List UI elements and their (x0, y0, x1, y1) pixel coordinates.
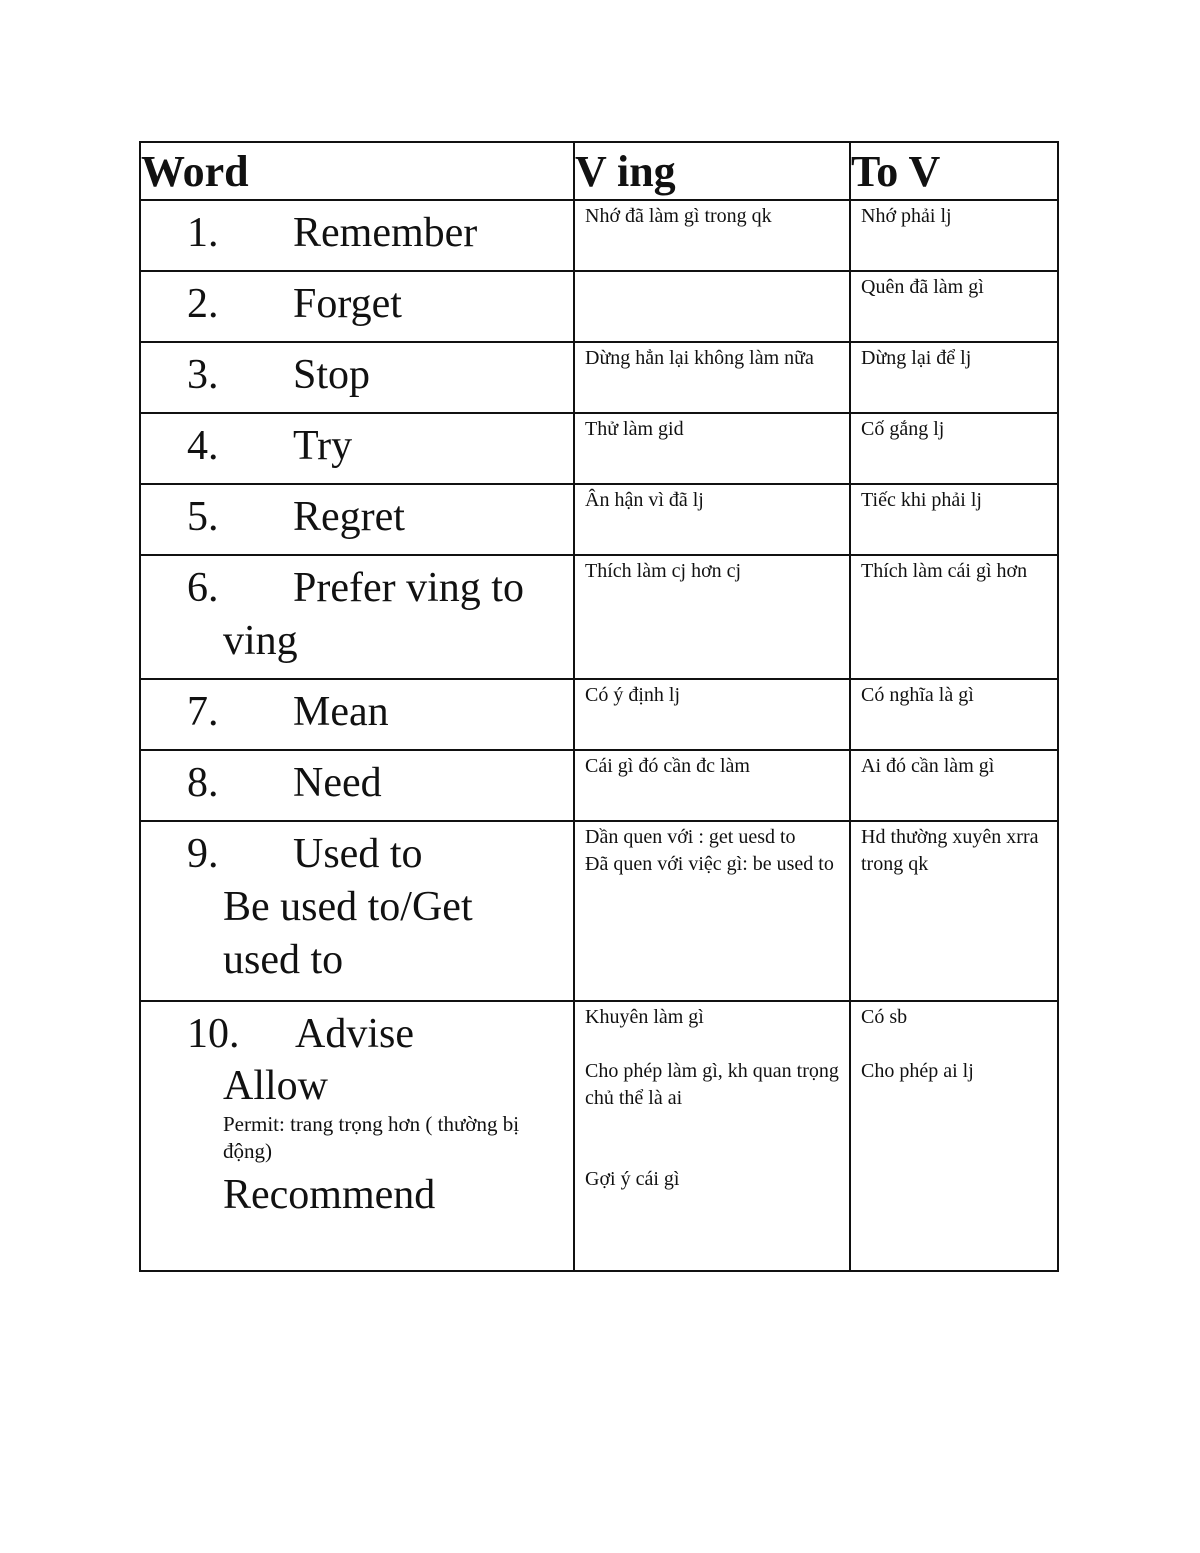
row-number: 10. (187, 1011, 240, 1057)
word-cell (140, 200, 574, 271)
vocabulary-table (139, 141, 1059, 1272)
row-number: 3. (187, 352, 219, 398)
word-extra-recommend: Recommend (223, 1172, 436, 1218)
row-number: 9. (187, 831, 219, 877)
word-text: Regret (293, 494, 405, 540)
header-ving: V ing (574, 142, 850, 200)
row-number: 4. (187, 423, 219, 469)
word-cell (140, 679, 574, 750)
table-row (140, 342, 1058, 413)
tov-cell: Hd thường xuyên xrra trong qk (850, 821, 1058, 1001)
row-number: 5. (187, 494, 219, 540)
word-cell (140, 271, 574, 342)
word-cell (140, 413, 574, 484)
tov-cell: Tiếc khi phải lj (850, 484, 1058, 555)
table-row (140, 413, 1058, 484)
word-text: Need (293, 760, 382, 806)
header-tov: To V (850, 142, 1058, 200)
word-extra-allow: Allow (223, 1063, 328, 1109)
word-text: Mean (293, 689, 389, 735)
word-cell (140, 342, 574, 413)
tov-cell: Thích làm cái gì hơn (850, 555, 1058, 679)
word-text: Stop (293, 352, 371, 398)
word-text: Used to (293, 831, 423, 877)
table-row (140, 271, 1058, 342)
table-row (140, 200, 1058, 271)
tov-cell: Ai đó cần làm gì (850, 750, 1058, 821)
ving-cell: Nhớ đã làm gì trong qk (574, 200, 850, 271)
table-row (140, 1001, 1058, 1271)
table-header-row (140, 142, 1058, 200)
row-number: 8. (187, 760, 219, 806)
ving-cell: Cái gì đó cần đc làm (574, 750, 850, 821)
word-text: Advise (295, 1011, 414, 1057)
word-cell (140, 1001, 574, 1271)
tov-cell: Có sb Cho phép ai lj (850, 1001, 1058, 1271)
ving-cell: Thích làm cj hơn cj (574, 555, 850, 679)
tov-cell: Có nghĩa là gì (850, 679, 1058, 750)
word-cell (140, 750, 574, 821)
ving-cell: Ân hận vì đã lj (574, 484, 850, 555)
row-number: 1. (187, 210, 219, 256)
word-text: Try (293, 423, 353, 469)
header-word: Word (140, 142, 574, 200)
word-extra-permit: Permit: trang trọng hơn ( thường bị động) (223, 1112, 520, 1163)
table-row (140, 679, 1058, 750)
word-text: Remember (293, 210, 478, 256)
tov-cell: Quên đã làm gì (850, 271, 1058, 342)
word-text: Prefer ving to (293, 565, 524, 611)
table-row (140, 821, 1058, 1001)
row-number: 2. (187, 281, 219, 327)
row-number: 7. (187, 689, 219, 735)
ving-cell (574, 271, 850, 342)
table-row (140, 750, 1058, 821)
tov-cell: Dừng lại để lj (850, 342, 1058, 413)
word-cell (140, 821, 574, 1001)
ving-cell: Khuyên làm gì Cho phép làm gì, kh quan trọng chủ thể là ai Gợi ý cái gì (574, 1001, 850, 1271)
word-text-continued: ving (223, 618, 298, 664)
word-cell (140, 555, 574, 679)
word-text: Forget (293, 281, 402, 327)
row-number: 6. (187, 565, 219, 611)
ving-cell: Thử làm gid (574, 413, 850, 484)
ving-cell: Có ý định lj (574, 679, 850, 750)
ving-cell: Dừng hẳn lại không làm nữa (574, 342, 850, 413)
word-text-continued: Be used to/Get used to (223, 884, 473, 983)
tov-cell: Nhớ phải lj (850, 200, 1058, 271)
table-row (140, 555, 1058, 679)
word-cell (140, 484, 574, 555)
tov-cell: Cố gắng lj (850, 413, 1058, 484)
table-row (140, 484, 1058, 555)
ving-cell: Dần quen với : get uesd to Đã quen với việc gì: be used to (574, 821, 850, 1001)
